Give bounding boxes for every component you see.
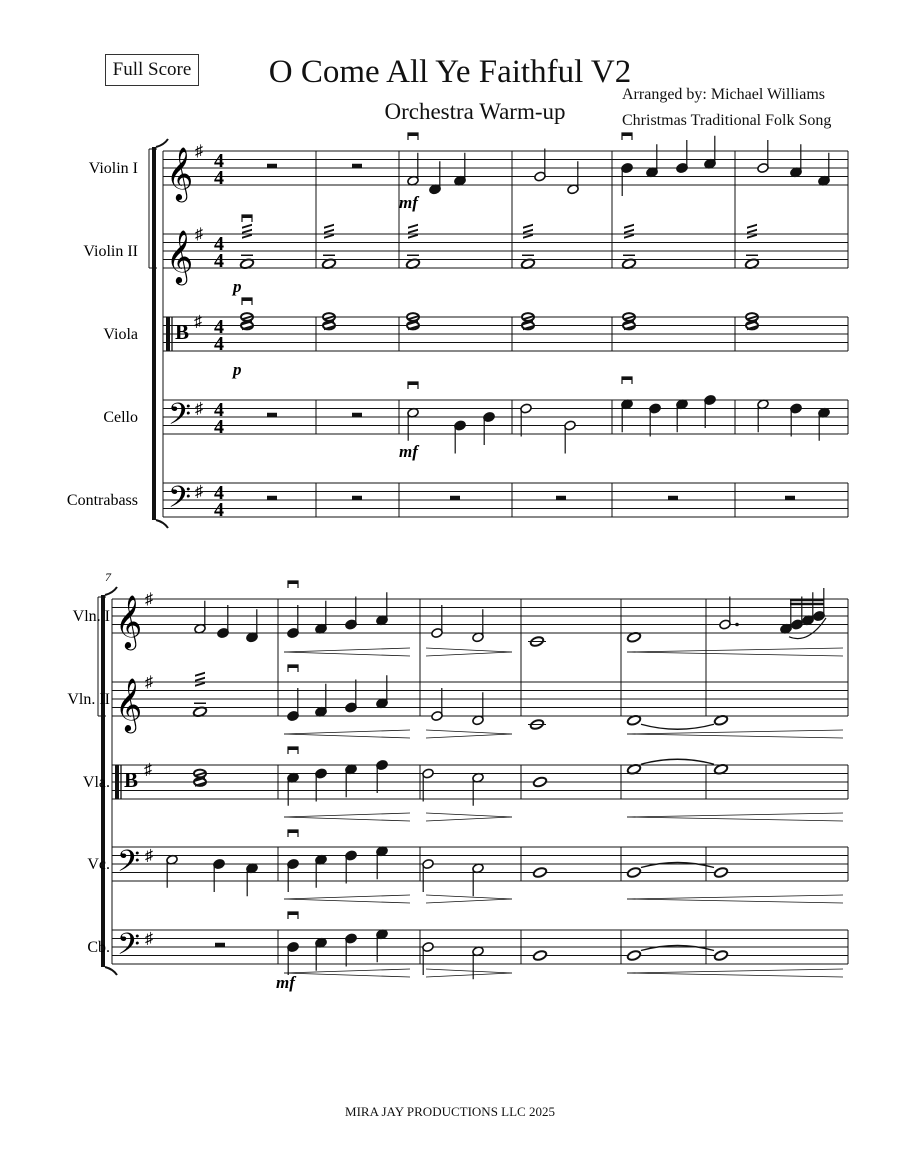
hairpin-line bbox=[426, 969, 512, 973]
hairpin-line bbox=[627, 973, 843, 977]
time-signature-numerator: 4 bbox=[214, 316, 224, 338]
dynamic-p-viola: p bbox=[233, 360, 242, 379]
hairpin-line bbox=[284, 652, 410, 656]
notehead bbox=[714, 867, 729, 879]
label-cb: Cb. bbox=[87, 939, 110, 956]
key-signature-sharp: ♯ bbox=[144, 761, 152, 779]
label-vc: Vc. bbox=[87, 856, 110, 873]
tremolo-stroke bbox=[324, 224, 334, 229]
hairpin-line bbox=[426, 899, 512, 903]
hairpin-line bbox=[426, 813, 512, 817]
whole-rest bbox=[785, 496, 795, 500]
whole-rest bbox=[215, 943, 225, 947]
whole-rest bbox=[556, 496, 566, 500]
dynamic-p-violin2: p bbox=[233, 277, 242, 296]
label-vln-1: Vln. I bbox=[72, 608, 110, 625]
label-violin-2: Violin II bbox=[83, 243, 138, 260]
tremolo-stroke bbox=[624, 224, 634, 229]
label-vla: Vla. bbox=[82, 774, 110, 791]
dynamic-mf-cello: mf bbox=[399, 442, 418, 461]
tie bbox=[641, 863, 714, 868]
time-signature-numerator: 4 bbox=[214, 150, 224, 172]
hairpin-line bbox=[627, 899, 843, 903]
time-signature-denominator: 4 bbox=[214, 333, 224, 355]
hairpin-line bbox=[627, 969, 843, 973]
hairpin-line bbox=[284, 899, 410, 903]
tremolo-stroke bbox=[195, 677, 205, 682]
full-score-badge: Full Score bbox=[105, 54, 199, 86]
key-signature-sharp: ♯ bbox=[145, 674, 153, 691]
bass-clef: 𝄢 bbox=[168, 397, 192, 438]
hairpin-line bbox=[284, 895, 410, 899]
hairpin-line bbox=[426, 817, 512, 821]
notehead bbox=[533, 776, 548, 788]
tie bbox=[641, 759, 714, 764]
whole-rest bbox=[668, 496, 678, 500]
tremolo-stroke bbox=[408, 229, 418, 234]
hairpin-line bbox=[284, 973, 410, 977]
key-signature-sharp: ♯ bbox=[145, 591, 153, 608]
treble-clef: 𝄞 bbox=[166, 231, 194, 282]
down-bow-bar bbox=[242, 215, 252, 218]
tremolo-stroke bbox=[523, 224, 533, 229]
hairpin-line bbox=[284, 817, 410, 821]
bracket-hook bbox=[105, 587, 117, 595]
label-viola: Viola bbox=[103, 326, 138, 343]
key-signature-sharp: ♯ bbox=[194, 313, 202, 331]
down-bow-bar bbox=[622, 133, 632, 136]
hairpin-line bbox=[627, 734, 843, 738]
measure-number: 7 bbox=[105, 570, 111, 584]
time-signature-denominator: 4 bbox=[214, 250, 224, 272]
hairpin-line bbox=[627, 652, 843, 656]
tie bbox=[641, 724, 714, 729]
label-violin-1: Violin I bbox=[88, 160, 138, 177]
bass-clef: 𝄢 bbox=[168, 480, 192, 521]
whole-rest bbox=[267, 413, 277, 417]
tremolo-stroke bbox=[195, 672, 205, 677]
tremolo-stroke bbox=[747, 224, 757, 229]
bass-clef: 𝄢 bbox=[117, 927, 141, 968]
dynamic-mf-contrabass: mf bbox=[276, 973, 295, 992]
whole-rest bbox=[267, 164, 277, 168]
key-signature-sharp: ♯ bbox=[195, 226, 203, 243]
alto-clef-glyph: B bbox=[124, 768, 139, 793]
dynamic-mf-violin1: mf bbox=[399, 193, 418, 212]
hairpin-line bbox=[627, 817, 843, 821]
key-signature-sharp: ♯ bbox=[145, 847, 153, 865]
genre-credit: Christmas Traditional Folk Song bbox=[622, 112, 832, 129]
dot bbox=[735, 623, 739, 627]
down-bow-bar bbox=[408, 382, 418, 385]
notehead bbox=[714, 950, 729, 962]
tremolo-stroke bbox=[242, 229, 252, 234]
notation-layer bbox=[98, 133, 848, 979]
tremolo-stroke bbox=[747, 229, 757, 234]
arranger-credit: Arranged by: Michael Williams bbox=[622, 86, 826, 103]
alto-clef-bar bbox=[166, 317, 170, 351]
down-bow-bar bbox=[622, 377, 632, 380]
treble-clef: 𝄞 bbox=[166, 148, 194, 199]
key-signature-sharp: ♯ bbox=[195, 483, 203, 501]
down-bow-bar bbox=[288, 581, 298, 584]
hairpin-line bbox=[627, 730, 843, 734]
time-signature-denominator: 4 bbox=[214, 416, 224, 438]
beam bbox=[790, 603, 824, 606]
hairpin-line bbox=[426, 648, 512, 652]
score-title: O Come All Ye Faithful V2 bbox=[268, 54, 632, 90]
down-bow-bar bbox=[242, 298, 252, 301]
alto-clef-bar bbox=[115, 765, 119, 799]
alto-clef-glyph: B bbox=[175, 320, 190, 345]
down-bow-bar bbox=[288, 665, 298, 668]
score-subtitle: Orchestra Warm-up bbox=[384, 99, 566, 124]
treble-clef: 𝄞 bbox=[115, 679, 143, 730]
bracket-hook bbox=[156, 139, 168, 147]
time-signature-numerator: 4 bbox=[214, 482, 224, 504]
time-signature-denominator: 4 bbox=[214, 499, 224, 521]
label-contrabass: Contrabass bbox=[66, 492, 138, 509]
hairpin-line bbox=[426, 973, 512, 977]
tremolo-stroke bbox=[324, 229, 334, 234]
hairpin-line bbox=[284, 813, 410, 817]
key-signature-sharp: ♯ bbox=[145, 930, 153, 948]
bass-clef: 𝄢 bbox=[117, 844, 141, 885]
key-signature-sharp: ♯ bbox=[195, 400, 203, 418]
bracket-hook bbox=[156, 520, 168, 528]
notehead bbox=[627, 950, 642, 962]
time-signature-numerator: 4 bbox=[214, 399, 224, 421]
tremolo-stroke bbox=[242, 224, 252, 229]
tremolo-stroke bbox=[523, 229, 533, 234]
tie bbox=[641, 946, 714, 951]
down-bow-bar bbox=[288, 912, 298, 915]
whole-rest bbox=[352, 164, 362, 168]
hairpin-line bbox=[284, 730, 410, 734]
time-signature-denominator: 4 bbox=[214, 167, 224, 189]
key-signature-sharp: ♯ bbox=[195, 143, 203, 160]
whole-rest bbox=[267, 496, 277, 500]
hairpin-line bbox=[284, 648, 410, 652]
hairpin-line bbox=[284, 734, 410, 738]
hairpin-line bbox=[426, 652, 512, 656]
down-bow-bar bbox=[408, 133, 418, 136]
notehead bbox=[533, 950, 548, 962]
bracket-hook bbox=[105, 967, 117, 975]
down-bow-bar bbox=[288, 830, 298, 833]
hairpin-line bbox=[627, 813, 843, 817]
label-cello: Cello bbox=[103, 409, 138, 426]
hairpin-line bbox=[426, 895, 512, 899]
notehead bbox=[627, 867, 642, 879]
label-vln-2: Vln. II bbox=[67, 691, 110, 708]
hairpin-line bbox=[426, 730, 512, 734]
hairpin-line bbox=[627, 648, 843, 652]
tremolo-stroke bbox=[408, 224, 418, 229]
whole-rest bbox=[352, 413, 362, 417]
hairpin-line bbox=[284, 969, 410, 973]
whole-rest bbox=[450, 496, 460, 500]
hairpin-line bbox=[426, 734, 512, 738]
notehead bbox=[533, 867, 548, 879]
hairpin-line bbox=[627, 895, 843, 899]
treble-clef: 𝄞 bbox=[115, 596, 143, 647]
system-bracket bbox=[152, 147, 156, 520]
copyright-footer: MIRA JAY PRODUCTIONS LLC 2025 bbox=[345, 1104, 555, 1119]
tremolo-stroke bbox=[624, 229, 634, 234]
beam bbox=[790, 599, 824, 602]
whole-rest bbox=[352, 496, 362, 500]
time-signature-numerator: 4 bbox=[214, 233, 224, 255]
down-bow-bar bbox=[288, 747, 298, 750]
